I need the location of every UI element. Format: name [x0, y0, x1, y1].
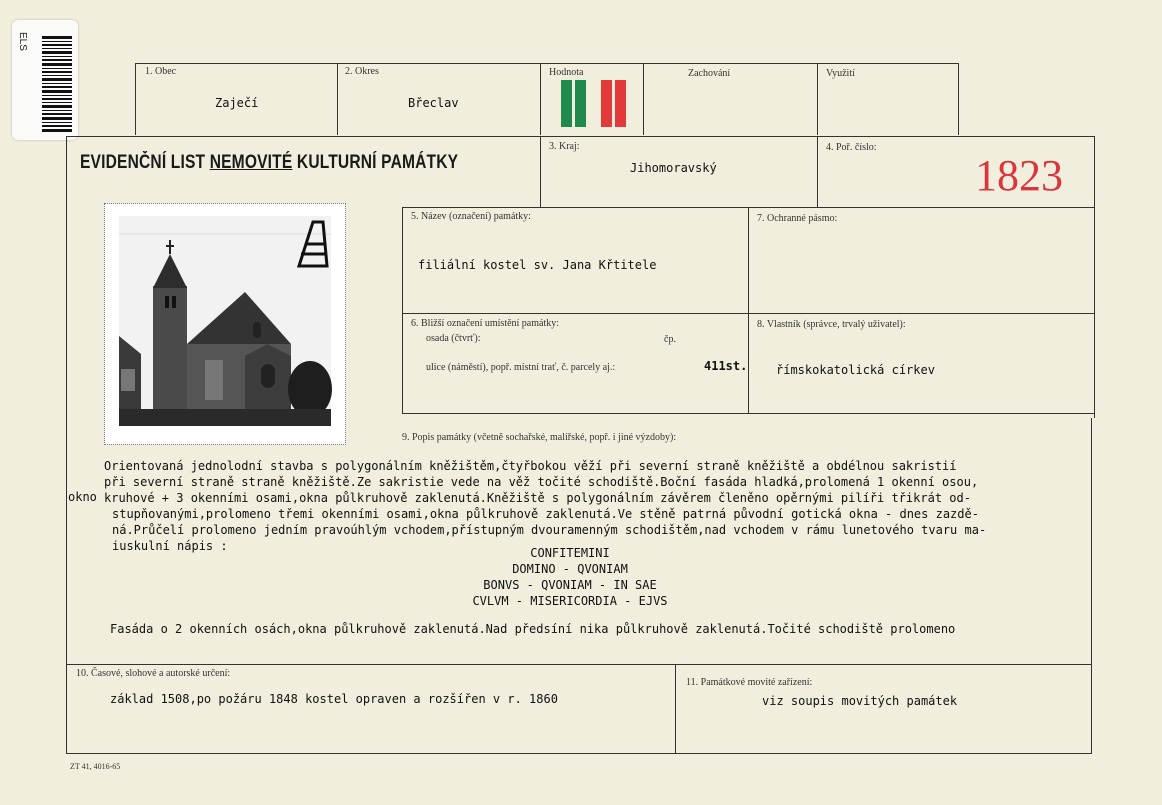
popis-line-6: iuskulní nápis :: [112, 539, 228, 553]
hodnota-label: Hodnota: [549, 67, 584, 78]
barcode-icon: [42, 36, 72, 132]
popis-line-2: při severní straně straně kněžiště.Ze sakristie vede na věž točité schodiště.Boční fasáda hladká,prolomená 1 okenní osou,: [104, 475, 979, 489]
casove-urceni-label: 10. Časové, slohové a autorské určení:: [76, 668, 231, 679]
obec-value: Zaječí: [215, 96, 259, 110]
vlastnik-label: 8. Vlastník (správce, trvalý uživatel):: [757, 319, 906, 330]
hodnota-stripe-4: [615, 80, 626, 127]
okres-label: 2. Okres: [345, 66, 379, 77]
vyuziti-label: Využití: [826, 68, 855, 79]
movite-zarizeni-value: viz soupis movitých památek: [762, 694, 958, 708]
ochranne-pasmo-label: 7. Ochranné pásmo:: [757, 213, 838, 224]
hodnota-stripe-1: [561, 80, 572, 127]
church-photo-icon: [105, 204, 345, 444]
por-cislo-label: 4. Poř. číslo:: [826, 142, 877, 153]
popis-line-1: Orientovaná jednolodní stavba s polygonálním kněžištěm,čtyřbokou věží při severní straně kněžiště a obdélnou sakristií: [104, 459, 957, 473]
popis-label: 9. Popis památky (včetně sochařské, malířské, popř. i jiné výzdoby):: [402, 432, 677, 443]
kraj-value: Jihomoravský: [630, 161, 717, 175]
parcela-value: 411st.: [704, 359, 748, 373]
nazev-label: 5. Název (označení) památky:: [411, 211, 531, 222]
popis-line-4: stupňovanými,prolomeno třemi okenními osami,okna půlkruhově zaklenutá.Ve stěně patrná původní gotická okna - dnes zazdě-: [112, 507, 979, 521]
inscription-line-3: BONVS - QVONIAM - IN SAE: [483, 578, 657, 592]
page-title: EVIDENČNÍ LIST NEMOVITÉ KULTURNÍ PAMÁTKY: [80, 152, 459, 173]
barcode-sticker: [12, 20, 78, 140]
popis-line-5: ná.Průčelí prolomeno jedním pravoúhlým vchodem,přístupným dvouramenným schodištěm,nad vchodem v rámu lunetového tvaru ma-: [112, 523, 987, 537]
zachovani-label: Zachování: [688, 68, 731, 79]
umisteni-label: 6. Bližší označení umístění památky:: [411, 318, 560, 329]
por-cislo-value: 1823: [975, 151, 1063, 200]
inscription-line-2: DOMINO - QVONIAM: [512, 562, 628, 576]
popis-line-3: kruhové + 3 okenními osami,okna půlkruhově zaklenutá.Kněžiště s polygonálním závěrem členěno opěrnými pilíři třikrát od-: [104, 491, 971, 505]
movite-zarizeni-label: 11. Památkové movité zařízení:: [686, 677, 813, 688]
barcode-code: ELS: [17, 32, 28, 51]
okres-value: Břeclav: [408, 96, 459, 110]
ulice-label: ulice (náměstí), popř. místní trať, č. parcely aj.:: [426, 362, 616, 373]
popis-last-line: Fasáda o 2 okenních osách,okna půlkruhově zaklenutá.Nad předsíní nika půlkruhově zaklenutá.Točité schodiště prolomeno: [110, 622, 956, 636]
hodnota-stripe-3: [601, 80, 612, 127]
church-photo: [104, 203, 346, 445]
hodnota-stripe-2: [575, 80, 586, 127]
inscription-line-1: CONFITEMINI: [530, 546, 610, 560]
vlastnik-value: římskokatolická církev: [776, 363, 935, 377]
footer-code: ZT 41, 4016-65: [70, 762, 121, 771]
popis-margin-note: okno: [68, 490, 97, 504]
casove-urceni-value: základ 1508,po požáru 1848 kostel opraven a rozšířen v r. 1860: [110, 692, 558, 706]
cp-label: čp.: [664, 334, 676, 345]
obec-label: 1. Obec: [145, 66, 177, 77]
inscription-line-4: CVLVM - MISERICORDIA - EJVS: [472, 594, 668, 608]
osada-label: osada (čtvrť):: [426, 333, 481, 344]
nazev-value: filiální kostel sv. Jana Křtitele: [418, 258, 657, 272]
kraj-label: 3. Kraj:: [549, 141, 580, 152]
